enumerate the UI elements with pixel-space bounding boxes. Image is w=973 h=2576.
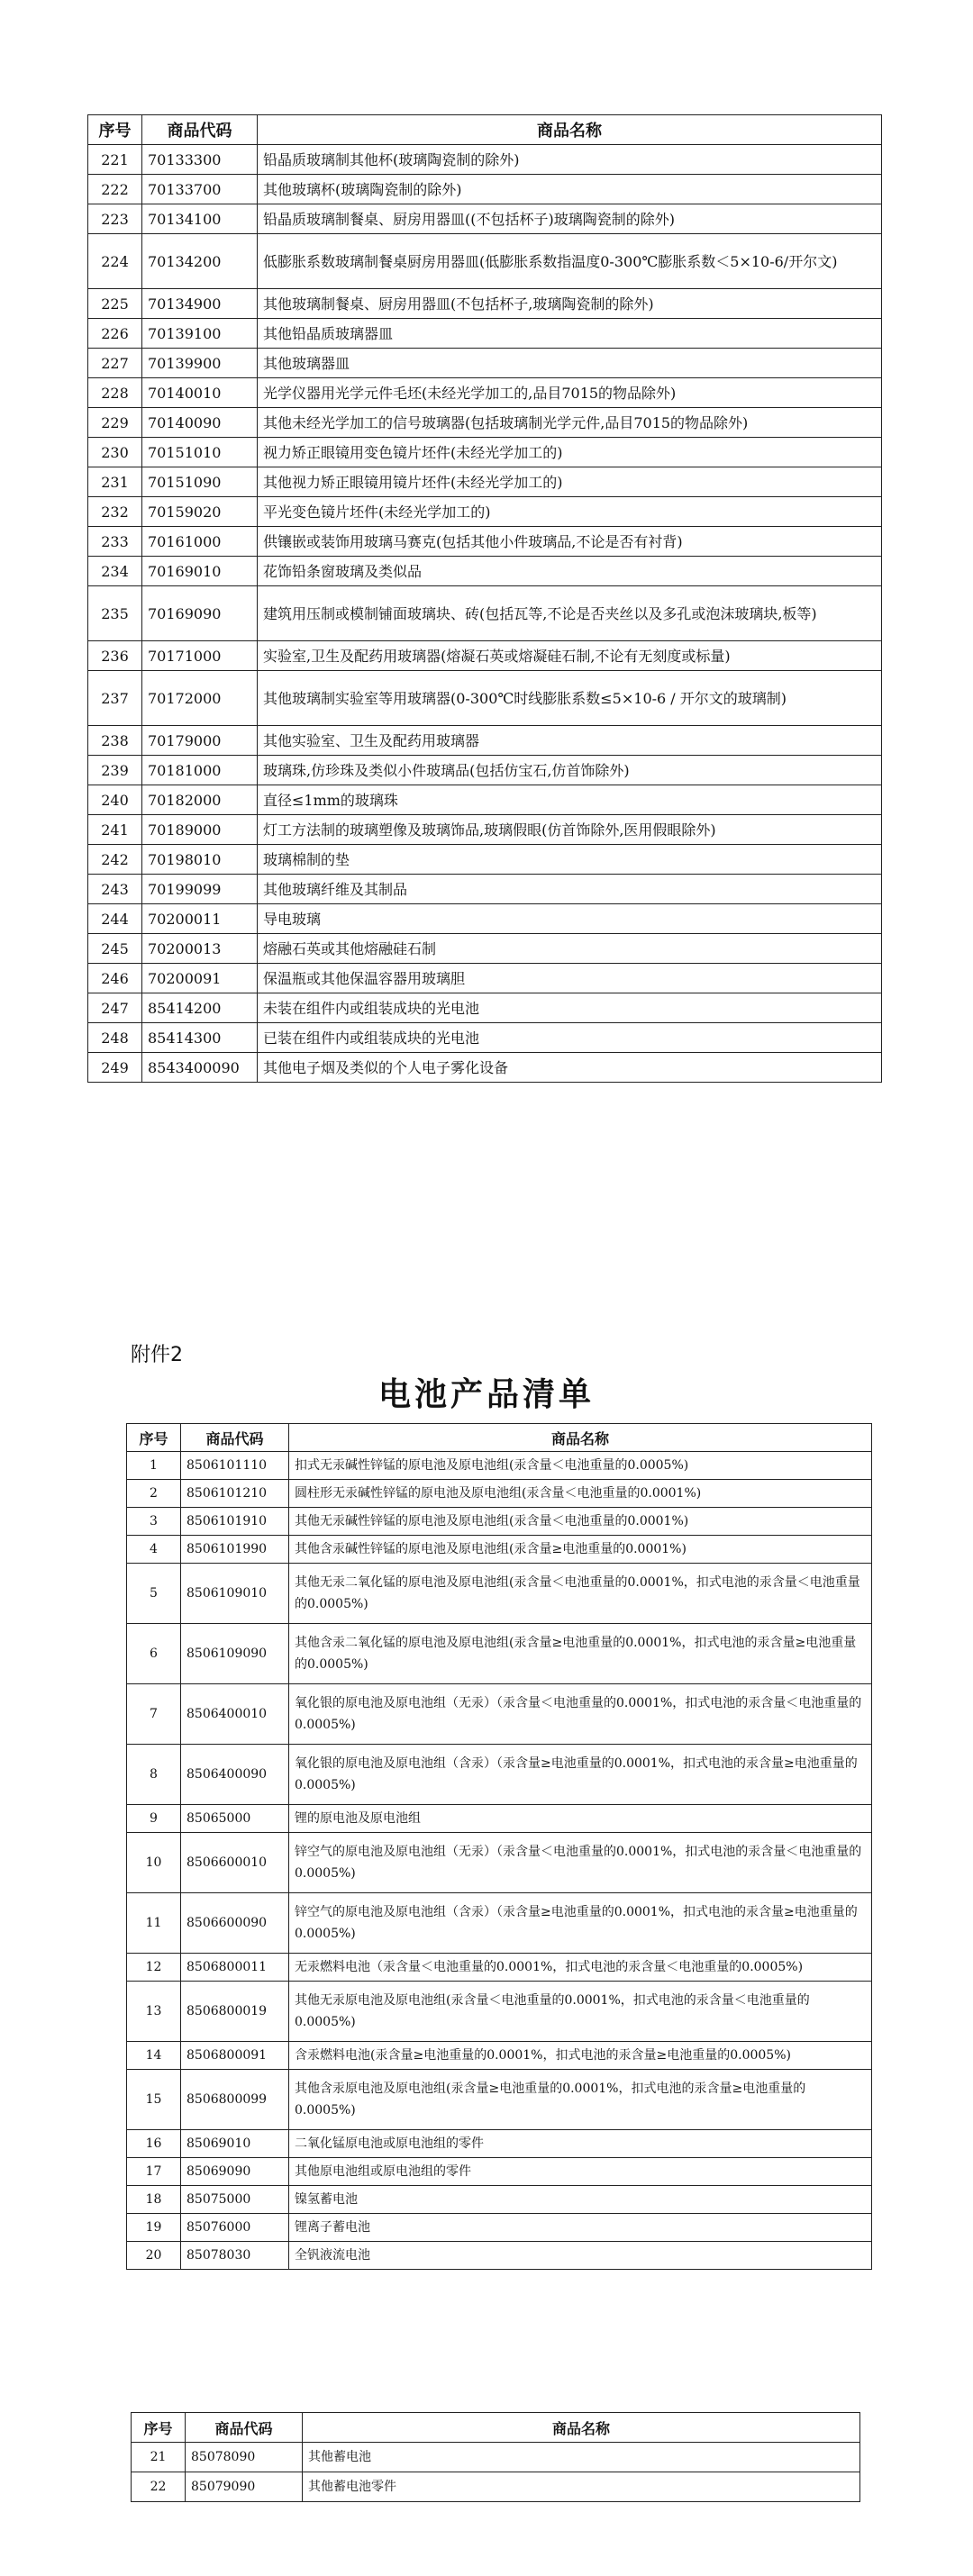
row-seq: 4 <box>127 1536 181 1564</box>
row-seq: 227 <box>88 349 142 378</box>
battery-list-title: 电池产品清单 <box>377 1375 595 1413</box>
row-code: 70139900 <box>142 349 258 378</box>
table-row <box>127 1480 872 1508</box>
row-code: 85069010 <box>181 2130 289 2158</box>
row-seq: 237 <box>88 671 142 726</box>
table-row <box>127 1536 872 1564</box>
row-seq: 19 <box>127 2214 181 2242</box>
row-seq: 8 <box>127 1745 181 1805</box>
table-row <box>127 1954 872 1982</box>
table-header-row <box>127 1424 872 1452</box>
row-name: 其他原电池组或原电池组的零件 <box>289 2158 872 2186</box>
row-name: 其他玻璃制餐桌、厨房用器皿(不包括杯子,玻璃陶瓷制的除外) <box>258 289 882 319</box>
table-row <box>127 1452 872 1480</box>
row-code: 8506400090 <box>181 1745 289 1805</box>
row-code: 8506400010 <box>181 1684 289 1745</box>
row-code: 70161000 <box>142 527 258 557</box>
table-row <box>88 586 882 641</box>
row-seq: 249 <box>88 1053 142 1083</box>
row-seq: 16 <box>127 2130 181 2158</box>
row-name: 全钒液流电池 <box>289 2242 872 2270</box>
row-code: 70179000 <box>142 726 258 756</box>
row-code: 8506800091 <box>181 2042 289 2070</box>
row-name: 锌空气的原电池及原电池组（含汞）（汞含量≥电池重量的0.0001%，扣式电池的汞含量≥电池重量的0.0005%) <box>289 1893 872 1954</box>
table-row <box>88 234 882 289</box>
row-code: 85075000 <box>181 2186 289 2214</box>
row-seq: 243 <box>88 875 142 904</box>
table-row <box>127 2242 872 2270</box>
row-code: 8506800011 <box>181 1954 289 1982</box>
battery-products-table-continued-body <box>132 2443 860 2502</box>
row-seq: 9 <box>127 1805 181 1833</box>
row-name: 其他铅晶质玻璃器皿 <box>258 319 882 349</box>
row-seq: 2 <box>127 1480 181 1508</box>
row-seq: 3 <box>127 1508 181 1536</box>
row-name: 其他电子烟及类似的个人电子雾化设备 <box>258 1053 882 1083</box>
row-seq: 239 <box>88 756 142 785</box>
row-name: 锂离子蓄电池 <box>289 2214 872 2242</box>
table-row <box>127 1624 872 1684</box>
row-code: 70169010 <box>142 557 258 586</box>
table-row <box>132 2472 860 2502</box>
row-seq: 5 <box>127 1564 181 1624</box>
table-header-row <box>132 2413 860 2443</box>
row-code: 8506600090 <box>181 1893 289 1954</box>
battery-products-table <box>126 1423 872 2270</box>
row-seq: 238 <box>88 726 142 756</box>
row-code: 85078090 <box>186 2443 303 2472</box>
row-name: 氧化银的原电池及原电池组（无汞）（汞含量＜电池重量的0.0001%，扣式电池的汞含量＜电池重量的0.0005%) <box>289 1684 872 1745</box>
row-name: 扣式无汞碱性锌锰的原电池及原电池组(汞含量＜电池重量的0.0005%) <box>289 1452 872 1480</box>
table-row <box>88 785 882 815</box>
row-name: 熔融石英或其他熔融硅石制 <box>258 934 882 964</box>
header-name: 商品名称 <box>258 115 882 145</box>
row-seq: 236 <box>88 641 142 671</box>
table-row <box>127 1893 872 1954</box>
row-code: 85069090 <box>181 2158 289 2186</box>
table-row <box>127 1508 872 1536</box>
row-seq: 233 <box>88 527 142 557</box>
row-code: 70198010 <box>142 845 258 875</box>
table-row <box>127 1982 872 2042</box>
header-code: 商品代码 <box>181 1424 289 1452</box>
row-name: 氧化银的原电池及原电池组（含汞）（汞含量≥电池重量的0.0001%，扣式电池的汞含量≥电池重量的0.0005%) <box>289 1745 872 1805</box>
glass-products-table-body <box>88 145 882 1083</box>
row-seq: 246 <box>88 964 142 993</box>
header-name: 商品名称 <box>289 1424 872 1452</box>
table-row <box>127 1805 872 1833</box>
row-seq: 226 <box>88 319 142 349</box>
header-code: 商品代码 <box>142 115 258 145</box>
table-row <box>127 2130 872 2158</box>
row-name: 其他含汞原电池及原电池组(汞含量≥电池重量的0.0001%，扣式电池的汞含量≥电池重量的0.0005%) <box>289 2070 872 2130</box>
row-seq: 6 <box>127 1624 181 1684</box>
row-name: 未装在组件内或组装成块的光电池 <box>258 993 882 1023</box>
glass-products-table <box>87 114 882 1083</box>
row-code: 70199099 <box>142 875 258 904</box>
table-row <box>88 964 882 993</box>
row-seq: 245 <box>88 934 142 964</box>
row-seq: 241 <box>88 815 142 845</box>
table-row <box>88 726 882 756</box>
row-code: 70169090 <box>142 586 258 641</box>
row-name: 实验室,卫生及配药用玻璃器(熔凝石英或熔凝硅石制,不论有无刻度或标量) <box>258 641 882 671</box>
table-row <box>127 1745 872 1805</box>
row-code: 70189000 <box>142 815 258 845</box>
row-code: 8506800099 <box>181 2070 289 2130</box>
row-seq: 14 <box>127 2042 181 2070</box>
table-row <box>132 2443 860 2472</box>
row-name: 保温瓶或其他保温容器用玻璃胆 <box>258 964 882 993</box>
table-row <box>88 408 882 438</box>
row-name: 其他含汞二氧化锰的原电池及原电池组(汞含量≥电池重量的0.0001%，扣式电池的汞含量≥电池重量的0.0005%) <box>289 1624 872 1684</box>
row-seq: 225 <box>88 289 142 319</box>
table-row <box>88 289 882 319</box>
row-seq: 12 <box>127 1954 181 1982</box>
row-name: 锌空气的原电池及原电池组（无汞）（汞含量＜电池重量的0.0001%，扣式电池的汞含量＜电池重量的0.0005%) <box>289 1833 872 1893</box>
row-name: 其他蓄电池 <box>303 2443 860 2472</box>
row-name: 低膨胀系数玻璃制餐桌厨房用器皿(低膨胀系数指温度0-300℃膨胀系数＜5×10-6/开尔文) <box>258 234 882 289</box>
row-seq: 229 <box>88 408 142 438</box>
row-code: 8506101110 <box>181 1452 289 1480</box>
row-name: 其他视力矫正眼镜用镜片坯件(未经光学加工的) <box>258 467 882 497</box>
row-name: 其他无汞碱性锌锰的原电池及原电池组(汞含量＜电池重量的0.0001%) <box>289 1508 872 1536</box>
row-code: 70200011 <box>142 904 258 934</box>
header-seq: 序号 <box>127 1424 181 1452</box>
row-seq: 10 <box>127 1833 181 1893</box>
row-code: 8506109090 <box>181 1624 289 1684</box>
row-name: 其他无汞二氧化锰的原电池及原电池组(汞含量＜电池重量的0.0001%，扣式电池的汞含量＜电池重量的0.0005%) <box>289 1564 872 1624</box>
row-name: 灯工方法制的玻璃塑像及玻璃饰品,玻璃假眼(仿首饰除外,医用假眼除外) <box>258 815 882 845</box>
row-seq: 235 <box>88 586 142 641</box>
row-code: 85076000 <box>181 2214 289 2242</box>
header-seq: 序号 <box>132 2413 186 2443</box>
table-row <box>88 1023 882 1053</box>
table-row <box>88 145 882 175</box>
row-seq: 21 <box>132 2443 186 2472</box>
table-row <box>88 527 882 557</box>
table-row <box>88 557 882 586</box>
row-code: 70200091 <box>142 964 258 993</box>
row-name: 光学仪器用光学元件毛坯(未经光学加工的,品目7015的物品除外) <box>258 378 882 408</box>
row-code: 70200013 <box>142 934 258 964</box>
row-seq: 242 <box>88 845 142 875</box>
row-name: 平光变色镜片坯件(未经光学加工的) <box>258 497 882 527</box>
table-row <box>88 993 882 1023</box>
row-code: 8506101910 <box>181 1508 289 1536</box>
row-name: 直径≤1mm的玻璃珠 <box>258 785 882 815</box>
row-name: 其他玻璃杯(玻璃陶瓷制的除外) <box>258 175 882 204</box>
table-row <box>127 2070 872 2130</box>
attachment-label: 附件2 <box>131 1344 183 1366</box>
row-code: 70134900 <box>142 289 258 319</box>
header-name: 商品名称 <box>303 2413 860 2443</box>
table-row <box>88 467 882 497</box>
row-seq: 17 <box>127 2158 181 2186</box>
row-seq: 11 <box>127 1893 181 1954</box>
row-seq: 18 <box>127 2186 181 2214</box>
row-name: 玻璃棉制的垫 <box>258 845 882 875</box>
row-code: 70182000 <box>142 785 258 815</box>
row-seq: 231 <box>88 467 142 497</box>
row-code: 85414200 <box>142 993 258 1023</box>
row-name: 含汞燃料电池(汞含量≥电池重量的0.0001%，扣式电池的汞含量≥电池重量的0.0005%) <box>289 2042 872 2070</box>
row-code: 70134200 <box>142 234 258 289</box>
row-seq: 247 <box>88 993 142 1023</box>
battery-products-table-continued <box>131 2412 860 2502</box>
table-row <box>88 904 882 934</box>
row-name: 镍氢蓄电池 <box>289 2186 872 2214</box>
row-code: 70151090 <box>142 467 258 497</box>
row-seq: 224 <box>88 234 142 289</box>
header-code: 商品代码 <box>186 2413 303 2443</box>
row-seq: 248 <box>88 1023 142 1053</box>
row-seq: 222 <box>88 175 142 204</box>
table-row <box>88 756 882 785</box>
row-seq: 13 <box>127 1982 181 2042</box>
row-seq: 221 <box>88 145 142 175</box>
row-seq: 244 <box>88 904 142 934</box>
table-header-row <box>88 115 882 145</box>
row-name: 供镶嵌或装饰用玻璃马赛克(包括其他小件玻璃品,不论是否有衬背) <box>258 527 882 557</box>
row-code: 8506101990 <box>181 1536 289 1564</box>
table-row <box>127 2186 872 2214</box>
row-name: 圆柱形无汞碱性锌锰的原电池及原电池组(汞含量＜电池重量的0.0001%) <box>289 1480 872 1508</box>
row-code: 8506101210 <box>181 1480 289 1508</box>
battery-products-table-body <box>127 1452 872 2270</box>
row-code: 70140010 <box>142 378 258 408</box>
row-code: 8543400090 <box>142 1053 258 1083</box>
row-code: 85065000 <box>181 1805 289 1833</box>
row-seq: 230 <box>88 438 142 467</box>
row-seq: 228 <box>88 378 142 408</box>
row-code: 70172000 <box>142 671 258 726</box>
row-name: 其他未经光学加工的信号玻璃器(包括玻璃制光学元件,品目7015的物品除外) <box>258 408 882 438</box>
row-code: 70133300 <box>142 145 258 175</box>
table-row <box>127 2042 872 2070</box>
row-name: 其他蓄电池零件 <box>303 2472 860 2502</box>
table-row <box>127 2214 872 2242</box>
row-name: 其他玻璃制实验室等用玻璃器(0-300℃时线膨胀系数≤5×10-6 / 开尔文的玻璃制) <box>258 671 882 726</box>
row-name: 其他玻璃纤维及其制品 <box>258 875 882 904</box>
row-name: 二氧化锰原电池或原电池组的零件 <box>289 2130 872 2158</box>
row-name: 视力矫正眼镜用变色镜片坯件(未经光学加工的) <box>258 438 882 467</box>
row-seq: 15 <box>127 2070 181 2130</box>
table-row <box>88 641 882 671</box>
row-seq: 223 <box>88 204 142 234</box>
row-name: 铅晶质玻璃制餐桌、厨房用器皿((不包括杯子)玻璃陶瓷制的除外) <box>258 204 882 234</box>
table-row <box>127 2158 872 2186</box>
row-seq: 7 <box>127 1684 181 1745</box>
row-name: 其他无汞原电池及原电池组(汞含量＜电池重量的0.0001%，扣式电池的汞含量＜电池重量的0.0005%) <box>289 1982 872 2042</box>
table-row <box>88 319 882 349</box>
row-name: 花饰铅条窗玻璃及类似品 <box>258 557 882 586</box>
header-seq: 序号 <box>88 115 142 145</box>
row-code: 70140090 <box>142 408 258 438</box>
table-row <box>88 438 882 467</box>
row-name: 导电玻璃 <box>258 904 882 934</box>
row-code: 85078030 <box>181 2242 289 2270</box>
row-code: 70133700 <box>142 175 258 204</box>
table-row <box>88 875 882 904</box>
table-row <box>88 845 882 875</box>
table-row <box>88 497 882 527</box>
row-name: 无汞燃料电池（汞含量＜电池重量的0.0001%，扣式电池的汞含量＜电池重量的0.0005%) <box>289 1954 872 1982</box>
table-row <box>127 1684 872 1745</box>
table-row <box>88 378 882 408</box>
row-seq: 22 <box>132 2472 186 2502</box>
row-seq: 232 <box>88 497 142 527</box>
row-code: 70171000 <box>142 641 258 671</box>
row-code: 8506800019 <box>181 1982 289 2042</box>
row-seq: 20 <box>127 2242 181 2270</box>
row-seq: 1 <box>127 1452 181 1480</box>
row-name: 其他含汞碱性锌锰的原电池及原电池组(汞含量≥电池重量的0.0001%) <box>289 1536 872 1564</box>
row-code: 70151010 <box>142 438 258 467</box>
row-code: 85414300 <box>142 1023 258 1053</box>
row-code: 70134100 <box>142 204 258 234</box>
row-name: 建筑用压制或模制铺面玻璃块、砖(包括瓦等,不论是否夹丝以及多孔或泡沫玻璃块,板等) <box>258 586 882 641</box>
table-row <box>88 175 882 204</box>
row-name: 已装在组件内或组装成块的光电池 <box>258 1023 882 1053</box>
row-name: 其他玻璃器皿 <box>258 349 882 378</box>
row-code: 70159020 <box>142 497 258 527</box>
row-name: 铅晶质玻璃制其他杯(玻璃陶瓷制的除外) <box>258 145 882 175</box>
table-row <box>127 1564 872 1624</box>
row-seq: 240 <box>88 785 142 815</box>
table-row <box>88 671 882 726</box>
row-name: 玻璃珠,仿珍珠及类似小件玻璃品(包括仿宝石,仿首饰除外) <box>258 756 882 785</box>
row-code: 8506600010 <box>181 1833 289 1893</box>
row-code: 85079090 <box>186 2472 303 2502</box>
table-row <box>88 934 882 964</box>
table-row <box>88 204 882 234</box>
row-code: 70181000 <box>142 756 258 785</box>
table-row <box>88 815 882 845</box>
row-name: 锂的原电池及原电池组 <box>289 1805 872 1833</box>
table-row <box>88 1053 882 1083</box>
row-code: 8506109010 <box>181 1564 289 1624</box>
row-code: 70139100 <box>142 319 258 349</box>
row-seq: 234 <box>88 557 142 586</box>
row-name: 其他实验室、卫生及配药用玻璃器 <box>258 726 882 756</box>
table-row <box>88 349 882 378</box>
table-row <box>127 1833 872 1893</box>
